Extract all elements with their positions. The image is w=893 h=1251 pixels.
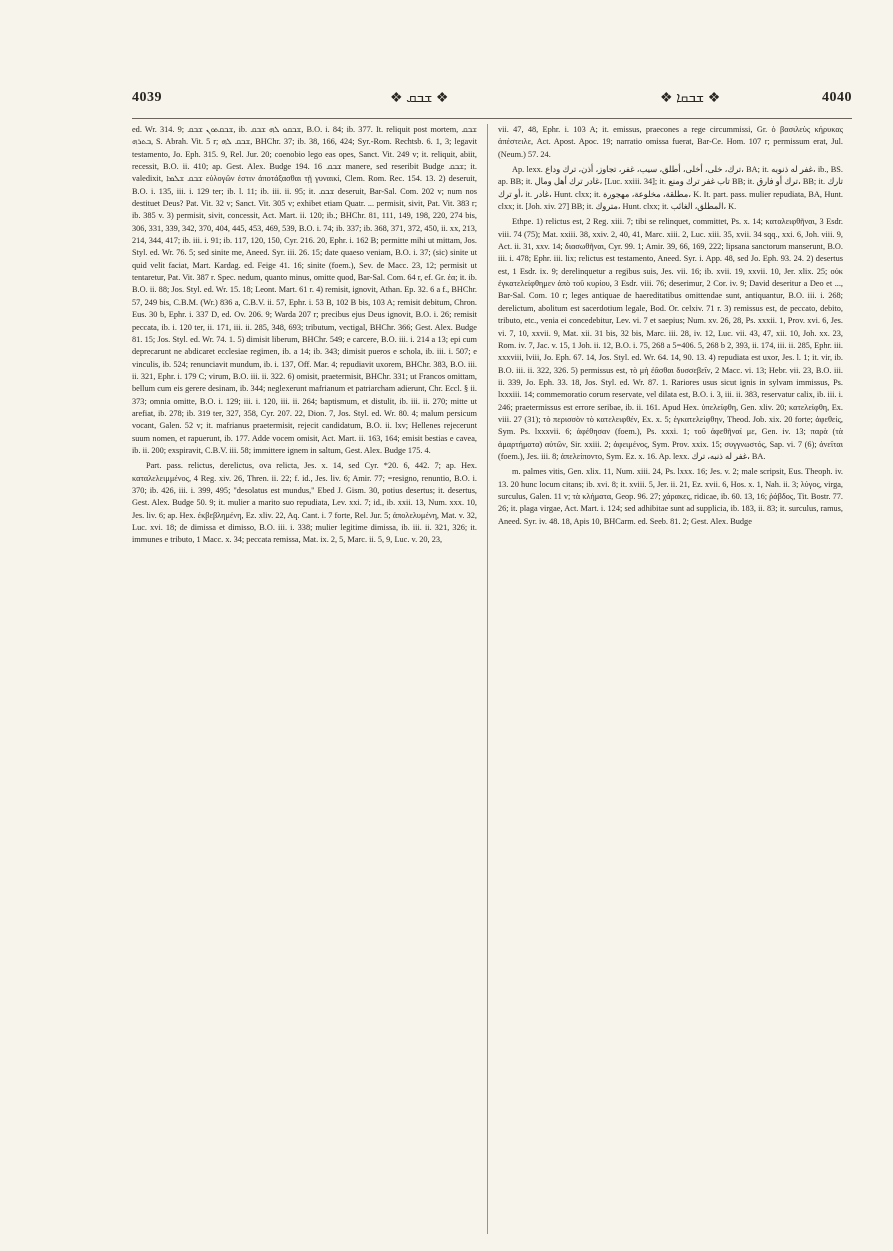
entry-paragraph: Ap. lexx. ترك، خلى، أخلى، أطلق، سيب، غفر، تجاوز، أذن، ترك وداع، BA; it. غفر له ذنوبه، ib., BS. ap. BB; it. غادر ترك أهل ومال، [Luc. xxiii. 34]; it. تاب غفر ترك ومنع BB; it. ترك أو فارق، BB; it. تارك أو ترك، it. غادر، Hunt. clxx; it. مطلقة، مخلوعة، مهجورة، K. It. part. pass. mulier repudiata, BA, Hunt. clxx; it. [Joh. xiv. 27] BB; it. متروك، Hunt. clxx; it. المطلق، الغائب، K. bbox=[498, 165, 843, 212]
entry-paragraph: ed. Wr. 314. 9; ܫܒܩܬܘܢ ܫܒܩ, ib. ܫܒܩܘ ܠܗ ܫܒܩ, B.O. i. 84; ib. 377. It. reliquit post mortem, ܫܒܩ ܒܬܪܗ, S. Abrah. Vit. 5 r; ܫܒܩ ܠܗ, BHChr. 37; ib. 38, 166, 424; Syr.-Rom. Rechtsb. 6. 1, 3; legavit testamento, Jo. Eph. 315. 9, Rel. Jur. 20; coenobio lego eas opes, Sanct. Vit. 249 v; it. reliquit, abiit, recessit, B.O. ii. 410; ap. Gest. Alex. Budge 194. 16 ܫܒܩ manere, sed reseribit Budge ܫܒܩ; it. valedixit, ܫܒܩ ܫܠܡܐ εὐλογῶν ἐστιν ἀποτάξασθαι τῇ γυναικί, Clem. Rom. Rec. 154. 13. 2) deseruit, B.O. i. 135, iii. i. 129 ter; ib. l. 11; ib. iii. ii. 95; it. ܫܒܩ deseruit, Bar-Sal. Com. 202 v; num nos destituet Deus? Pat. Vit. 32 v; Sanct. Vit. 305 v; exhibet etiam Quatr. ... permisit, sivit, Pat. Vit. 383 r; ib. 385 v. 3) permisit, sivit, concessit, Act. Mart. ii. 120; ib.; BHChr. 81, 111, 149, 198, 220, 274 bis, 306, 331, 339, 342, 370, 404, 445, 453, 469, 539, B.O. i. 74; ib. 337; ib. 368, 371, 372, 450, ii. xx, 213, 214, 344, 417; ib. iii. i. 91; ib. 117, 120, 150, Cyr. 216. 20, Ephr. i. 162 B; permitte mihi ut mittam, Jos. Styl. ed. Wr. 76. 5; sed sinite me, Aneed. Syr. iii. 26. 15; date quaeso veniam, B.O. i. 37; (sic) sinite ut quid velit faciat, Mart. Kardag. ed. Feige 41. 16; sinite (foem.), Sev. de Macc. 23, 12; permisit ut tentaretur, Pat. Vit. 387 r. Spec. nedum, quanto minus, omitte quod, Bar-Sal. Com. 64 r, ef. Gr. ἐα; it. ib. B.O. ii. 88; Jos. Styl. ed. Wr. 15. 18; Leont. Mart. 61 r. 4) remisit, ignovit, Athan. Ep. 32. 6 a f., BHChr. 57, 249 bis, C.B.M. (Wr.) 836 a, C.B.V. ii. 57, Ephr. i. 53 B, 102 B bis, 103 A; remisit debitum, Chron. Eus. 30 b, Ephr. i. 337 D, ed. Ov. 206. 9; Warda 207 r; precibus ejus Deus ignovit, B.O. i. 26; remisit peccata, ib. i. 120 ter, ii. 171, iii. ii. 285, 348, 693; tributum, vectigal, BHChr. 366; Gest. Alex. Budge 81. 15; Jos. Styl. ed. Wr. 74. 1. 5) dimisit liberum, BHChr. 549; e carcere, B.O. iii. i. 214 a 13; epi cum deprecarunt ne abdicaret ecclesiae regimen, ib. a 14; ib. 343; dimisit pueros e schola, ib. iii. i. 507; e vinculis, ib. 524; renunciavit mundum, ib. i. 137, Off. Mar. 4; repudiavit uxorem, BHChr. 383, B.O. iii. ii. 321, Ephr. i. 179 C; virum, B.O. iii. ii. 322. 6) omisit, praetermisit, BHChr. 331; ut Francos omittam, bellum cum eis gerere desinam, ib. 344; neglexerunt mafrianum et patriarcham adierunt, Chr. Eccl. § ii. 373; omnia omitte, B.O. i. 129; iii. i. 120, iii. ii. 264; baptismum, et distulit, ib. iii. ii. 270; mitte ut arefiat, ib. 278; ib. 319 ter, 327, 358, Cyr. 207. 22, Dion. 7, Jos. Styl. ed. Wr. 80. 4; malum persicum vocant, Galen. 52 v; it. mafrianus praetermisit, rejecit candidatum, B.O. ii. lxv; Hellenes rejecerunt suum nomen, et rapuerunt, ib. 177. Adde vocem omisit, Act. Mart. ii. 163, 164; emisit bestias e cavea, ib. ii. 200; exspiravit, C.B.V. iii. 58; immittere ignem in saltum, Gest. Alex. Budge 175. 4. bbox=[132, 125, 477, 455]
right-column bbox=[498, 124, 843, 1240]
column-divider bbox=[487, 124, 488, 1234]
entry-paragraph: vii. 47, 48, Ephr. i. 103 A; it. emissus, praecones a rege circummissi, Gr. ὁ βασιλεὺς κήρυκας ἀπέστειλε, Act. Apost. Apoc. 19; narratio omissa fuerat, Bar-Ce. Hom. 107 r; permissum erat, Jul. (Neum.) 57. 24. bbox=[498, 125, 843, 159]
page-number-left: 4039 bbox=[132, 90, 162, 105]
entry-paragraph: m. palmes vitis, Gen. xlix. 11, Num. xiii. 24, Ps. lxxx. 16; Jes. v. 2; male scripsit, Eus. Theoph. iv. 13. 20 hunc locum citans; ib. xvi. 8; it. xviii. 5, Jer. ii. 21, Ez. xvii. 6, Hos. x. 1, Nah. ii. 3; λύγος, virga, surculus, Galen. 11 v; τὰ κλήματα, Geop. 96. 27; χάρακες, ridicae, ib. 60. 13, 16; ῥάβδος, Tit. Bostr. 77. 26; it. plaga virgae, Act. Mart. i. 124; sed adhibitae sunt ad supplicia, ib. 183, ii. 83; it. surculus, ramus, Aneed. Syr. iv. 48. 18, Apis 10, BHCarm. ed. Seeb. 81. 2; Gest. Alex. Budge bbox=[498, 467, 843, 526]
left-column bbox=[132, 124, 477, 1240]
entry-paragraph: Ethpe. 1) relictus est, 2 Reg. xiii. 7; tibi se relinquet, committet, Ps. x. 14; καταλειφθῆναι, 3 Esdr. viii. 74 (75); Mat. xxiii. 38, xxiv. 2, 40, 41, Marc. xiii. 2, Luc. xiii. 35, xvii. 34 sqq., xxi. 6, Joh. viii. 9, Act. ii. 31, xxv. 14; διασωθῆναι, Cyr. 99. 1; Amir. 39, 66, 169, 222; lipsana sanctorum manserunt, B.O. iii. i. 478; Ephr. iii. lix; relictus est testamento, Aneed. Syr. i. App. 48, sed Jo. Eph. 93. 24. 2) desertus est, 1 Esdr. ix. 9; derelinquetur a regibus suis, Jes. vii. 16; ib. xvii. 19, xxvii. 10, Jer. xlix. 25; οὐκ ἐγκατελείφθημεν ἀπὸ τοῦ κυρίου, 3 Esdr. viii. 76; deserimur, 2 Cor. iv. 9; David deseritur a Deo et ..., Bar-Sal. Com. 10 r; leges antiquae de haereditatibus omittendae sunt, antiquantur, B.O. iii. i. 268; derelictum, abolitum est sacerdotium legale, Bod. Or. celxiv. 71 r. 3) remissus est, de peccato, debito, tributo, etc., venia ei concedebitur, Lev. vi. 7 et saepius; Num. xv. 26, 28, Ps. xxxii. 1, Prov. xvi. 6, Jes. vi. 7, 10, xxvii. 9, Mat. xii. 31 bis, 32 bis, Marc. iii. 28, iv. 12, Luc. vii. 43, 47, xii. 10, Joh. xx. 23, Rom. iv. 7, Jac. v. 15, 1 Joh. ii. 12, B.O. i. 75, 268 a 5=406. 5, 268 b 2, 393, ii. 174, iii. ii. 285, Ephr. iii. xxxviii, lviii, Jo. Eph. 67. 14, Jos. Styl. ed. Wr. 64. 14, 90. 13. 4) repudiata est uxor, Jes. l. 1; it. vir, ib. B.O. iii. ii. 322, 326. 5) permissus est, τὸ μὴ ἐᾶσθαι δυσσεβεῖν, 2 Macc. vi. 13; Hebr. vii. 23, B.O. iii. ii. 339, Jo. Eph. 33. 18, Jos. Styl. ed. Wr. 87. 1. Rariores usus sicut ignis in sylvam immissus, Ps. lxxxiii. 14; commemoratio corum reservate, vel dilata est, B.O. i. 3, iii. ii. 383, reservatur calix, ib. iii. i. 246; praetermissus est errore seribae, ib. ii. 161. Apud Hex. ὑπελείφθη, Gen. xliv. 20; κατελείφθη, Ex. viii. 27 (31); τὸ περισσὸν τὸ κατελειφθέν, Ex. x. 5; ἐγκατελείφθην, Theod. Job. xix. 20 forte; ἀφεθείς, Sym. Ps. lxxxvii. 6; ἀφέθησαν (foem.), Ps. xxxi. 1; τοῦ ἀφεθῆναί με, Gen. iv. 13; παρὰ (τὰ ἁμαρτήματα) αὐτῶν, Sir. xxiii. 2; ἀφειμένος, Sym. Prov. xxix. 15; συγγνωστός, Sap. vi. 7 (6); ἀνεῖται (foem.), Jes. iii. 8; ἀπελείποντο, Sym. Ez. x. 16. Ap. lexx. غفر له ذنبه، ترك، BA. bbox=[498, 217, 843, 461]
header-rule bbox=[132, 118, 852, 119]
running-head-left: ❖ ܫܒܩ ❖ bbox=[390, 91, 449, 106]
page-number-right: 4040 bbox=[822, 90, 852, 105]
running-head-right: ❖ ܫܒܩܐ ❖ bbox=[660, 91, 721, 106]
entry-paragraph: Part. pass. relictus, derelictus, ova relicta, Jes. x. 14, sed Cyr. *20. 6, 442. 7; ap. Hex. καταλελειμμένος, 4 Reg. xiv. 26, Thren. ii. 22; f. id., Jes. liv. 6; Amir. 77; =resigno, renuntio, B.O. i. 370; ib. 426, iii. i. 399, 495; "desolatus est mundus," Ebed J. Gism. 30, potius desertus; it. desertus, Gest. Alex. Budge 50. 9; it. mulier a marito suo repudiata, Lev. xxi. 7; id., ib. xxii. 13, Num. xxx. 10, Jes. liv. 6; ap. Hex. ἐκβεβλημένη, Ez. xliv. 22, Aq. Cant. i. 7 forte, Rel. Jur. 5; ἀπολελυμένη, Mat. v. 32, Luc. xvi. 18; de dimissa et dimisso, B.O. iii. i. 338; mulier legitime dimissa, ib. iii. ii. 321, 326; it. immunes e tributo, 1 Macc. x. 34; peccata remissa, Mat. ix. 2, 5, Marc. ii. 5, 9, Luc. v. 20, 23, bbox=[132, 461, 477, 545]
page-header bbox=[132, 88, 852, 112]
